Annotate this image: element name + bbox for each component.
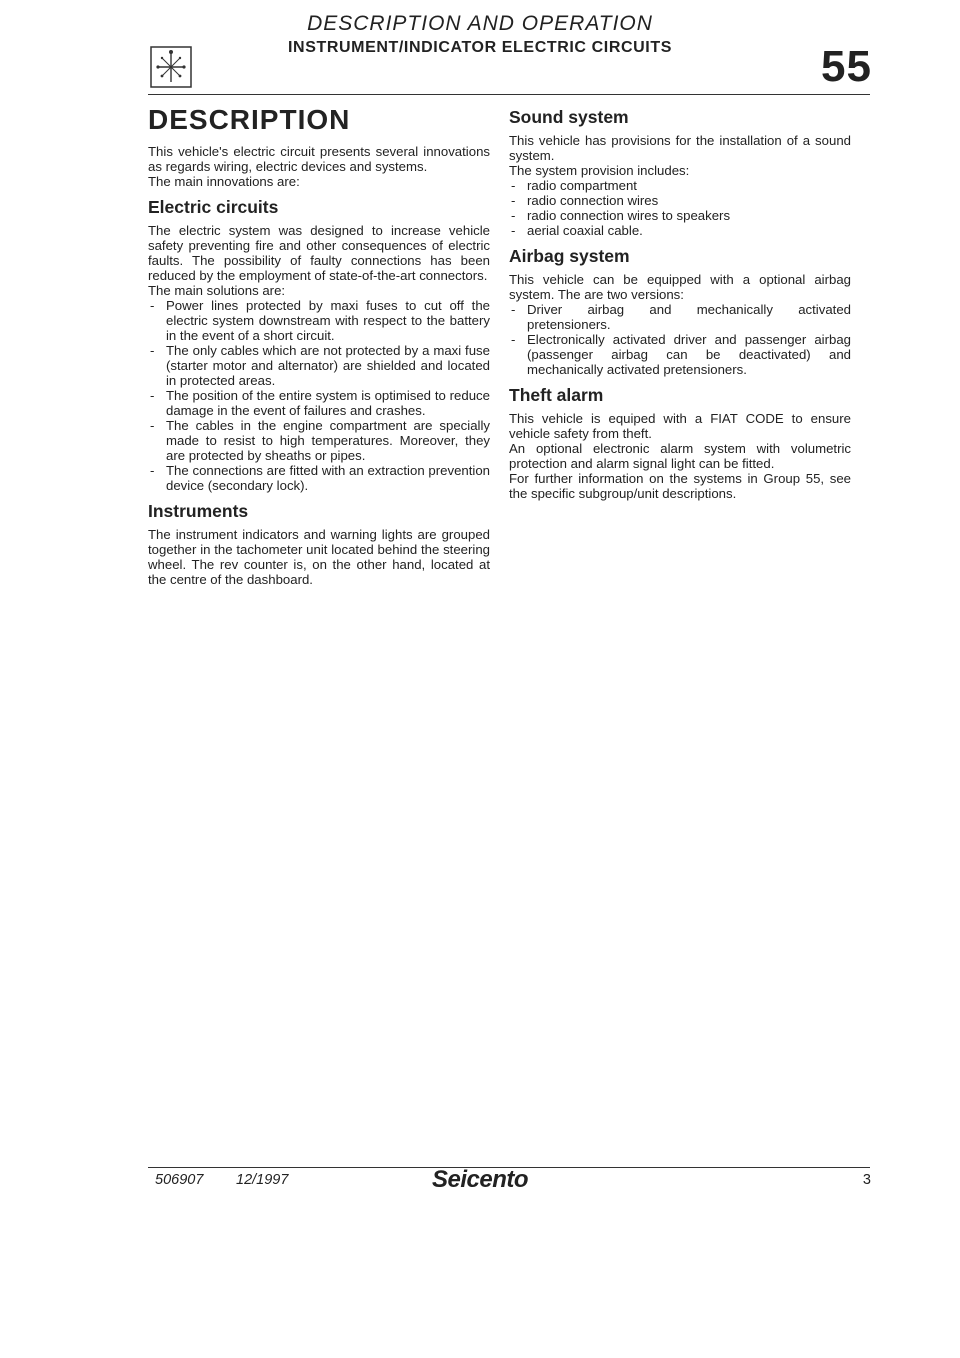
sound-system-list	[509, 178, 851, 238]
document-code: 506907	[155, 1172, 204, 1188]
list-item: - The position of the entire system is optimised to reduce damage in the event of failures and crashes.	[148, 388, 490, 418]
list-item: - Electronically activated driver and passenger airbag (passenger airbag can be deactivated) and mechanically activated pretensioners.	[509, 332, 851, 377]
page-title: DESCRIPTION	[148, 104, 351, 135]
right-column	[509, 107, 851, 501]
theft-alarm-paragraph: This vehicle is equiped with a FIAT CODE to ensure vehicle safety from theft.	[509, 411, 851, 441]
electric-circuit-icon	[150, 46, 192, 88]
sound-system-paragraph: This vehicle has provisions for the installation of a sound system.	[509, 133, 851, 163]
list-item: - radio connection wires to speakers	[509, 208, 851, 223]
airbag-system-paragraph: This vehicle can be equipped with a optional airbag system. The are two versions:	[509, 272, 851, 302]
theft-alarm-paragraph: An optional electronic alarm system with volumetric protection and alarm signal light can be fitted.	[509, 441, 851, 471]
list-item: - radio compartment	[509, 178, 851, 193]
page-number: 3	[862, 1172, 871, 1188]
document-date: 12/1997	[236, 1172, 289, 1188]
theft-alarm-paragraph: For further information on the systems in Group 55, see the specific subgroup/unit descriptions.	[509, 471, 851, 501]
list-item: - The cables in the engine compartment are specially made to resist to high temperatures. Moreover, they are protected by sheaths or pipes.	[148, 418, 490, 463]
instruments-heading: Instruments	[148, 501, 249, 521]
airbag-system-heading: Airbag system	[509, 246, 630, 266]
brand-logo: Seicento	[431, 1166, 529, 1193]
left-column	[148, 104, 490, 587]
list-item: - Driver airbag and mechanically activated pretensioners.	[509, 302, 851, 332]
instruments-paragraph: The instrument indicators and warning lights are grouped together in the tachometer unit located behind the steering wheel. The rev counter is, on the other hand, located at the centre of the dashboard.	[148, 527, 490, 587]
section-title: DESCRIPTION AND OPERATION	[307, 12, 653, 35]
list-item: - The only cables which are not protected by a maxi fuse (starter motor and alternator) are shielded and located in protected areas.	[148, 343, 490, 388]
list-item: - aerial coaxial cable.	[509, 223, 851, 238]
list-item: - The connections are fitted with an extraction prevention device (secondary lock).	[148, 463, 490, 493]
sound-system-lead: The system provision includes:	[509, 163, 690, 178]
electric-circuits-lead: The main solutions are:	[148, 283, 286, 298]
electric-solutions-list	[148, 298, 490, 493]
airbag-versions-list	[509, 302, 851, 377]
list-item: - Power lines protected by maxi fuses to cut off the electric system downstream with respect to the battery in the event of a short circuit.	[148, 298, 490, 343]
sound-system-heading: Sound system	[509, 107, 629, 127]
header-divider	[148, 94, 870, 95]
theft-alarm-heading: Theft alarm	[509, 385, 604, 405]
list-item: - radio connection wires	[509, 193, 851, 208]
intro-paragraph: This vehicle's electric circuit presents several innovations as regards wiring, electric devices and systems.	[148, 144, 490, 174]
group-number: 55	[821, 42, 872, 91]
electric-circuits-paragraph: The electric system was designed to increase vehicle safety preventing fire and other consequences of electric faults. The possibility of faulty connections has been reduced by the employment of state-of-the-art connectors.	[148, 223, 490, 283]
chapter-title: INSTRUMENT/INDICATOR ELECTRIC CIRCUITS	[288, 39, 672, 56]
electric-circuits-heading: Electric circuits	[148, 197, 279, 217]
intro-lead: The main innovations are:	[148, 174, 300, 189]
